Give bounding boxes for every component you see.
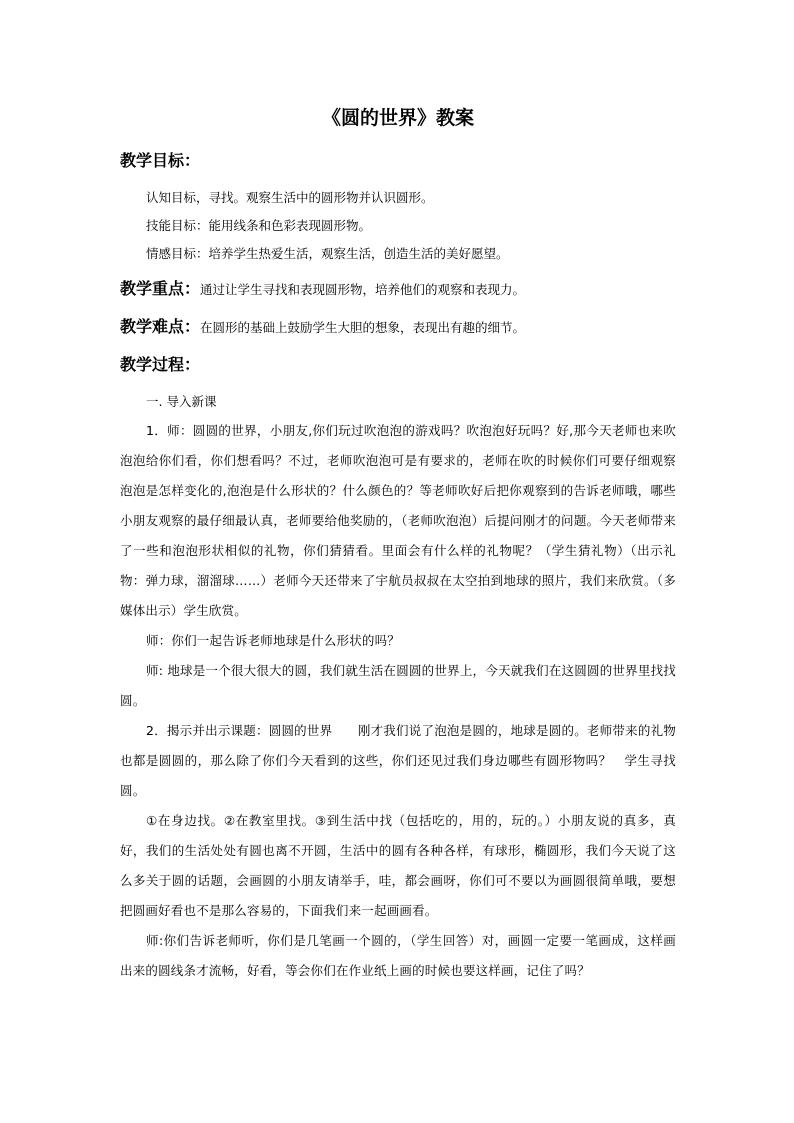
process-paragraph-4: 2．揭示并出示课题：圆圆的世界 刚才我们说了泡泡是圆的，地球是圆的。老师带来的礼物也都是圆圆的，那么除了你们今天看到的这些，你们还见过我们身边哪些有圆形物吗？ 学生寻找圆。 [120, 723, 676, 798]
key-point-heading: 教学重点： [120, 279, 201, 298]
process-paragraph-5: ①在身边找。②在教室里找。③到生活中找（包括吃的，用的，玩的。）小朋友说的真多，真好，我们的生活处处有圆也离不开圆，生活中的圆有各种各样，有球形，椭圆形，我们今天说了这么多关于圆的话题，会画圆的小朋友请举手，哇，都会画呀，你们可不要以为画圆很简单哦，要想把圆画好看也不是那么容易的，下面我们来一起画画看。 [120, 813, 676, 918]
objective-skill: 技能目标：能用线条和色彩表现圆形物。 [146, 218, 372, 233]
process-heading: 教学过程： [120, 355, 201, 374]
document-page [120, 100, 676, 986]
spacer [120, 380, 676, 388]
process-section-1: 一. 导入新课 [146, 394, 217, 409]
objective-cognitive: 认知目标，寻找。观察生活中的圆形物并认识圆形。 [146, 190, 434, 205]
objectives-heading: 教学目标： [120, 151, 201, 170]
process-paragraph-2: 师：你们一起告诉老师地球是什么形状的吗？ [146, 633, 401, 648]
objective-emotion: 情感目标：培养学生热爱生活，观察生活，创造生活的美好愿望。 [146, 246, 509, 261]
process-paragraph-1: 1．师：圆圆的世界，小朋友,你们玩过吹泡泡的游戏吗？吹泡泡好玩吗？好,那今天老师也来吹泡泡给你们看，你们想看吗？不过，老师吹泡泡可是有要求的，老师在吹的时候你们可要仔细观察泡泡是怎样变化的,泡泡是什么形状的？什么颜色的？等老师吹好后把你观察到的告诉老师哦，哪些小朋友观察的最仔细最认真，老师要给他奖励的，（老师吹泡泡）后提问刚才的问题。今天老师带来了一些和泡泡形状相似的礼物，你们猜猜看。里面会有什么样的礼物呢？（学生猜礼物）（出示礼物：弹力球，溜溜球……）老师今天还带来了宇航员叔叔在太空拍到地球的照片，我们来欣赏。（多媒体出示）学生欣赏。 [120, 423, 676, 618]
difficulty-heading: 教学难点： [120, 317, 201, 336]
document-title: 《圆的世界》教案 [321, 107, 474, 129]
process-paragraph-3: 师: 地球是一个很大很大的圆，我们就生活在圆圆的世界上，今天就我们在这圆圆的世界里找找圆。 [120, 663, 676, 708]
difficulty-row [120, 312, 676, 342]
process-paragraph-6: 师:你们告诉老师听，你们是几笔画一个圆的，（学生回答）对，画圆一定要一笔画成，这样画出来的圆线条才流畅，好看，等会你们在作业纸上画的时候也要这样画，记住了吗？ [120, 933, 676, 978]
difficulty-text: 在圆形的基础上鼓励学生大胆的想象，表现出有趣的细节。 [200, 320, 526, 335]
key-point-text: 通过让学生寻找和表现圆形物，培养他们的观察和表现力。 [200, 282, 526, 297]
spacer [120, 176, 676, 184]
key-point-row [120, 274, 676, 304]
